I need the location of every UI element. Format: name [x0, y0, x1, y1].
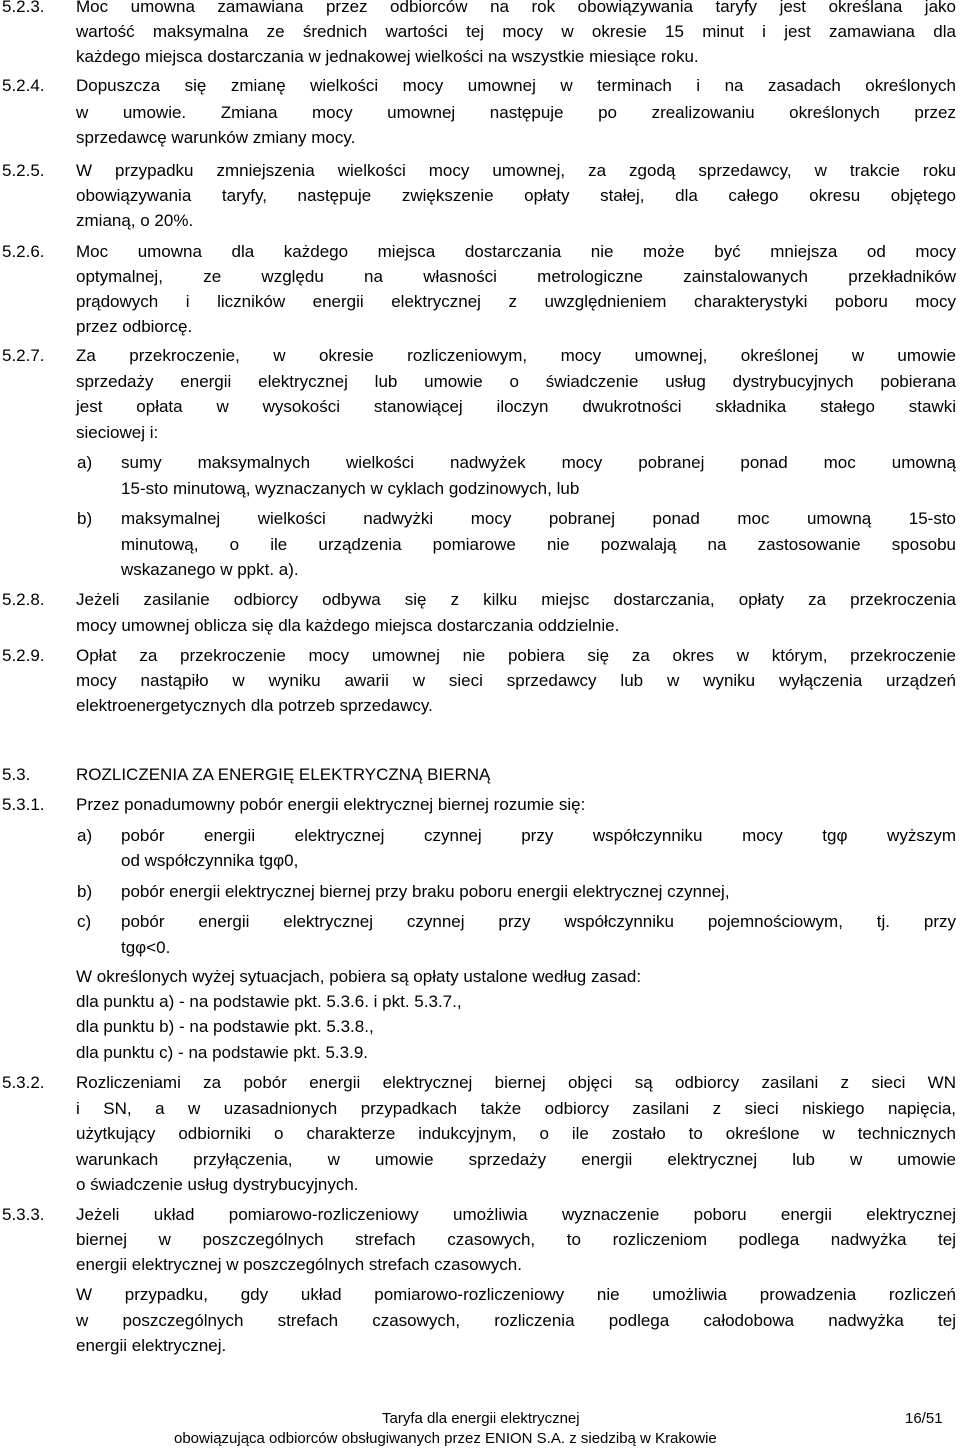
section-number: 5.2.3. [2, 0, 45, 16]
list-item-line: 15-sto minutową, wyznaczanych w cyklach godzinowych, lub [121, 479, 580, 498]
paragraph-line: W przypadku, gdy układ pomiarowo-rozliczeniowy nie umożliwia prowadzenia rozliczeń [76, 1285, 956, 1304]
paragraph-line: przez odbiorcę. [76, 317, 193, 336]
paragraph-line: energii elektrycznej w poszczególnych strefach czasowych. [76, 1255, 522, 1274]
paragraph-line: optymalnej, ze względu na własności metrologiczne zainstalowanych przekładników [76, 267, 956, 286]
paragraph-line: mocy nastąpiło w wyniku awarii w sieci sprzedawcy lub w wyniku wyłączenia urządzeń [76, 671, 956, 690]
list-item-line: minutową, o ile urządzenia pomiarowe nie pozwalają na zastosowanie sposobu [121, 535, 956, 554]
paragraph-line: sieciowej i: [76, 423, 159, 442]
paragraph-line: Opłat za przekroczenie mocy umownej nie pobiera się za okres w którym, przekroczenie [76, 646, 956, 665]
section-number: 5.3. [2, 765, 31, 784]
list-item-line: sumy maksymalnych wielkości nadwyżek mocy pobranej ponad moc umowną [121, 453, 956, 472]
section-number: 5.2.6. [2, 242, 45, 261]
paragraph-line: dla punktu b) - na podstawie pkt. 5.3.8., [76, 1017, 374, 1036]
list-item-line: maksymalnej wielkości nadwyżki mocy pobranej ponad moc umowną 15-sto [121, 509, 956, 528]
paragraph-line: Moc umowna zamawiana przez odbiorców na rok obowiązywania taryfy jest określana jako [76, 0, 956, 16]
list-item-marker: a) [77, 453, 93, 472]
list-item-line: pobór energii elektrycznej czynnej przy współczynniku mocy tgφ wyższym [121, 826, 956, 845]
paragraph-line: W określonych wyżej sytuacjach, pobiera są opłaty ustalone według zasad: [76, 967, 642, 986]
paragraph-line: warunkach przyłączenia, w umowie sprzedaży energii elektrycznej lub w umowie [76, 1150, 956, 1169]
section-number: 5.2.7. [2, 346, 45, 365]
paragraph-line: Przez ponadumowny pobór energii elektrycznej biernej rozumie się: [76, 795, 586, 814]
list-item-line: wskazanego w ppkt. a). [121, 560, 299, 579]
paragraph-line: dla punktu a) - na podstawie pkt. 5.3.6. i pkt. 5.3.7., [76, 992, 462, 1011]
paragraph-line: Za przekroczenie, w okresie rozliczeniowym, mocy umownej, określonej w umowie [76, 346, 956, 365]
paragraph-line: sprzedawcę warunków zmiany mocy. [76, 128, 356, 147]
list-item-line: tgφ<0. [121, 938, 171, 957]
list-item-marker: b) [77, 882, 93, 901]
paragraph-line: Jeżeli układ pomiarowo-rozliczeniowy umożliwia wyznaczenie poboru energii elektrycznej [76, 1205, 956, 1224]
list-item-line: od współczynnika tgφ0, [121, 851, 299, 870]
section-number: 5.3.3. [2, 1205, 45, 1224]
paragraph-line: Jeżeli zasilanie odbiorcy odbywa się z kilku miejsc dostarczania, opłaty za przekroczenia [76, 590, 956, 609]
section-number: 5.3.2. [2, 1073, 45, 1092]
paragraph-line: W przypadku zmniejszenia wielkości mocy umownej, za zgodą sprzedawcy, w trakcie roku [76, 161, 956, 180]
paragraph-line: obowiązywania taryfy, następuje zwiększenie opłaty stałej, dla całego okresu objętego [76, 186, 956, 205]
paragraph-line: sprzedaży energii elektrycznej lub umowie o świadczenie usług dystrybucyjnych pobierana [76, 372, 956, 391]
section-number: 5.2.9. [2, 646, 45, 665]
section-number: 5.2.8. [2, 590, 45, 609]
paragraph-line: prądowych i liczników energii elektrycznej z uwzględnieniem charakterystyki poboru mocy [76, 292, 956, 311]
footer-subtitle: obowiązująca odbiorców obsługiwanych przez ENION S.A. z siedzibą w Krakowie [174, 1430, 717, 1447]
list-item-line: pobór energii elektrycznej czynnej przy współczynniku pojemnościowym, tj. przy [121, 912, 956, 931]
list-item-line: pobór energii elektrycznej biernej przy braku poboru energii elektrycznej czynnej, [121, 882, 730, 901]
list-item-marker: a) [77, 826, 93, 845]
paragraph-line: energii elektrycznej. [76, 1336, 227, 1355]
list-item-marker: b) [77, 509, 93, 528]
paragraph-line: Moc umowna dla każdego miejsca dostarczania nie może być mniejsza od mocy [76, 242, 956, 261]
paragraph-line: użytkujący odbiorniki o charakterze indukcyjnym, o ile zostało to określone w technicznych [76, 1124, 956, 1143]
paragraph-line: zmianą, o 20%. [76, 211, 194, 230]
paragraph-line: dla punktu c) - na podstawie pkt. 5.3.9. [76, 1043, 369, 1062]
paragraph-line: biernej w poszczególnych strefach czasowych, to rozliczeniom podlega nadwyżka tej [76, 1230, 956, 1249]
list-item-marker: c) [77, 912, 92, 931]
paragraph-line: jest opłata w wysokości stanowiącej iloczyn dwukrotności składnika stałego stawki [76, 397, 956, 416]
paragraph-line: mocy umownej oblicza się dla każdego miejsca dostarczania oddzielnie. [76, 616, 620, 635]
section-number: 5.3.1. [2, 795, 45, 814]
paragraph-line: w umowie. Zmiana mocy umownej następuje po zrealizowaniu określonych przez [76, 103, 956, 122]
section-heading: ROZLICZENIA ZA ENERGIĘ ELEKTRYCZNĄ BIERNĄ [76, 765, 491, 784]
paragraph-line: i SN, a w uzasadnionych przypadkach także odbiorcy zasilani z sieci niskiego napięcia, [76, 1099, 956, 1118]
page-number: 16/51 [905, 1410, 943, 1427]
footer-title: Taryfa dla energii elektrycznej [382, 1410, 580, 1427]
paragraph-line: wartość maksymalna ze średnich wartości tej mocy w okresie 15 minut i jest zamawiana dla [76, 22, 956, 41]
paragraph-line: Rozliczeniami za pobór energii elektrycznej biernej objęci są odbiorcy zasilani z sieci WN [76, 1073, 956, 1092]
paragraph-line: każdego miejsca dostarczania w jednakowej wielkości na wszystkie miesiące roku. [76, 47, 699, 66]
paragraph-line: o świadczenie usług dystrybucyjnych. [76, 1175, 359, 1194]
section-number: 5.2.5. [2, 161, 45, 180]
section-number: 5.2.4. [2, 76, 45, 95]
paragraph-line: elektroenergetycznych dla potrzeb sprzedawcy. [76, 696, 433, 715]
paragraph-line: w poszczególnych strefach czasowych, rozliczenia podlega całodobowa nadwyżka tej [76, 1311, 956, 1330]
paragraph-line: Dopuszcza się zmianę wielkości mocy umownej w terminach i na zasadach określonych [76, 76, 956, 95]
